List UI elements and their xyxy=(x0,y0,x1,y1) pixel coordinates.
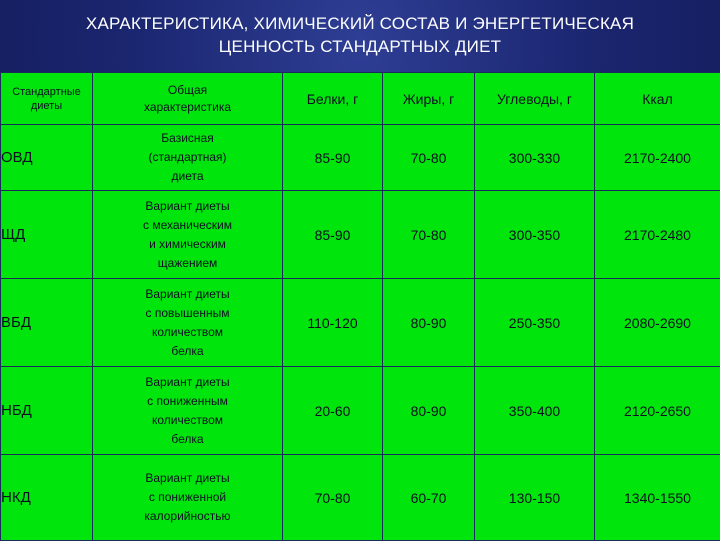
diet-description-line: Вариант диеты xyxy=(93,285,282,304)
diet-name: ОВД xyxy=(1,125,93,191)
table-row xyxy=(1,279,720,367)
fat-value: 70-80 xyxy=(383,125,475,191)
protein-value: 85-90 xyxy=(283,191,383,279)
carbs-value: 300-350 xyxy=(475,191,595,279)
table-header-row xyxy=(1,73,720,125)
header-standard-diets-line-1: Стандартные xyxy=(1,85,92,99)
header-general-characteristic-line-2: характеристика xyxy=(93,99,282,116)
diet-description-line: щажением xyxy=(93,254,282,273)
protein-value: 85-90 xyxy=(283,125,383,191)
header-standard-diets xyxy=(1,73,93,125)
carbs-value: 250-350 xyxy=(475,279,595,367)
table-row xyxy=(1,367,720,455)
diet-description-line: количеством xyxy=(93,323,282,342)
diet-description-line: с повышенным xyxy=(93,304,282,323)
diet-description-line: белка xyxy=(93,430,282,449)
fat-value: 80-90 xyxy=(383,279,475,367)
header-standard-diets-line-2: диеты xyxy=(1,99,92,113)
diet-description-line: с механическим xyxy=(93,216,282,235)
diet-description xyxy=(93,191,283,279)
diet-name: НКД xyxy=(1,455,93,541)
diet-description-line: Вариант диеты xyxy=(93,469,282,488)
fat-value: 70-80 xyxy=(383,191,475,279)
diet-description xyxy=(93,279,283,367)
kcal-value: 2170-2480 xyxy=(595,191,720,279)
header-general-characteristic xyxy=(93,73,283,125)
kcal-value: 2080-2690 xyxy=(595,279,720,367)
diet-description-line: с пониженной xyxy=(93,488,282,507)
diet-description-line: и химическим xyxy=(93,235,282,254)
diet-description-line: (стандартная) xyxy=(93,148,282,167)
diet-description-line: белка xyxy=(93,342,282,361)
diet-description-line: диета xyxy=(93,167,282,186)
kcal-value: 2170-2400 xyxy=(595,125,720,191)
protein-value: 70-80 xyxy=(283,455,383,541)
diet-name: НБД xyxy=(1,367,93,455)
header-general-characteristic-line-1: Общая xyxy=(93,82,282,99)
carbs-value: 300-330 xyxy=(475,125,595,191)
slide-title xyxy=(0,12,720,58)
diet-description-line: Вариант диеты xyxy=(93,373,282,392)
protein-value: 20-60 xyxy=(283,367,383,455)
diet-name: ВБД xyxy=(1,279,93,367)
diet-description-line: с пониженным xyxy=(93,392,282,411)
kcal-value: 1340-1550 xyxy=(595,455,720,541)
table-row xyxy=(1,191,720,279)
header-fat: Жиры, г xyxy=(383,73,475,125)
table-row xyxy=(1,455,720,541)
carbs-value: 130-150 xyxy=(475,455,595,541)
kcal-value: 2120-2650 xyxy=(595,367,720,455)
diet-description xyxy=(93,455,283,541)
slide-title-line-2: ЦЕННОСТЬ СТАНДАРТНЫХ ДИЕТ xyxy=(0,35,720,58)
fat-value: 60-70 xyxy=(383,455,475,541)
diet-description-line: Вариант диеты xyxy=(93,197,282,216)
carbs-value: 350-400 xyxy=(475,367,595,455)
header-kcal: Ккал xyxy=(595,73,720,125)
table-row xyxy=(1,125,720,191)
header-carbs: Углеводы, г xyxy=(475,73,595,125)
diet-name: ЩД xyxy=(1,191,93,279)
diet-description xyxy=(93,367,283,455)
protein-value: 110-120 xyxy=(283,279,383,367)
diet-description-line: Базисная xyxy=(93,129,282,148)
slide-title-line-1: ХАРАКТЕРИСТИКА, ХИМИЧЕСКИЙ СОСТАВ И ЭНЕРГЕТИЧЕСКАЯ xyxy=(0,12,720,35)
fat-value: 80-90 xyxy=(383,367,475,455)
diet-description-line: калорийностью xyxy=(93,507,282,526)
diet-table xyxy=(0,72,720,541)
diet-description-line: количеством xyxy=(93,411,282,430)
header-protein: Белки, г xyxy=(283,73,383,125)
diet-description xyxy=(93,125,283,191)
